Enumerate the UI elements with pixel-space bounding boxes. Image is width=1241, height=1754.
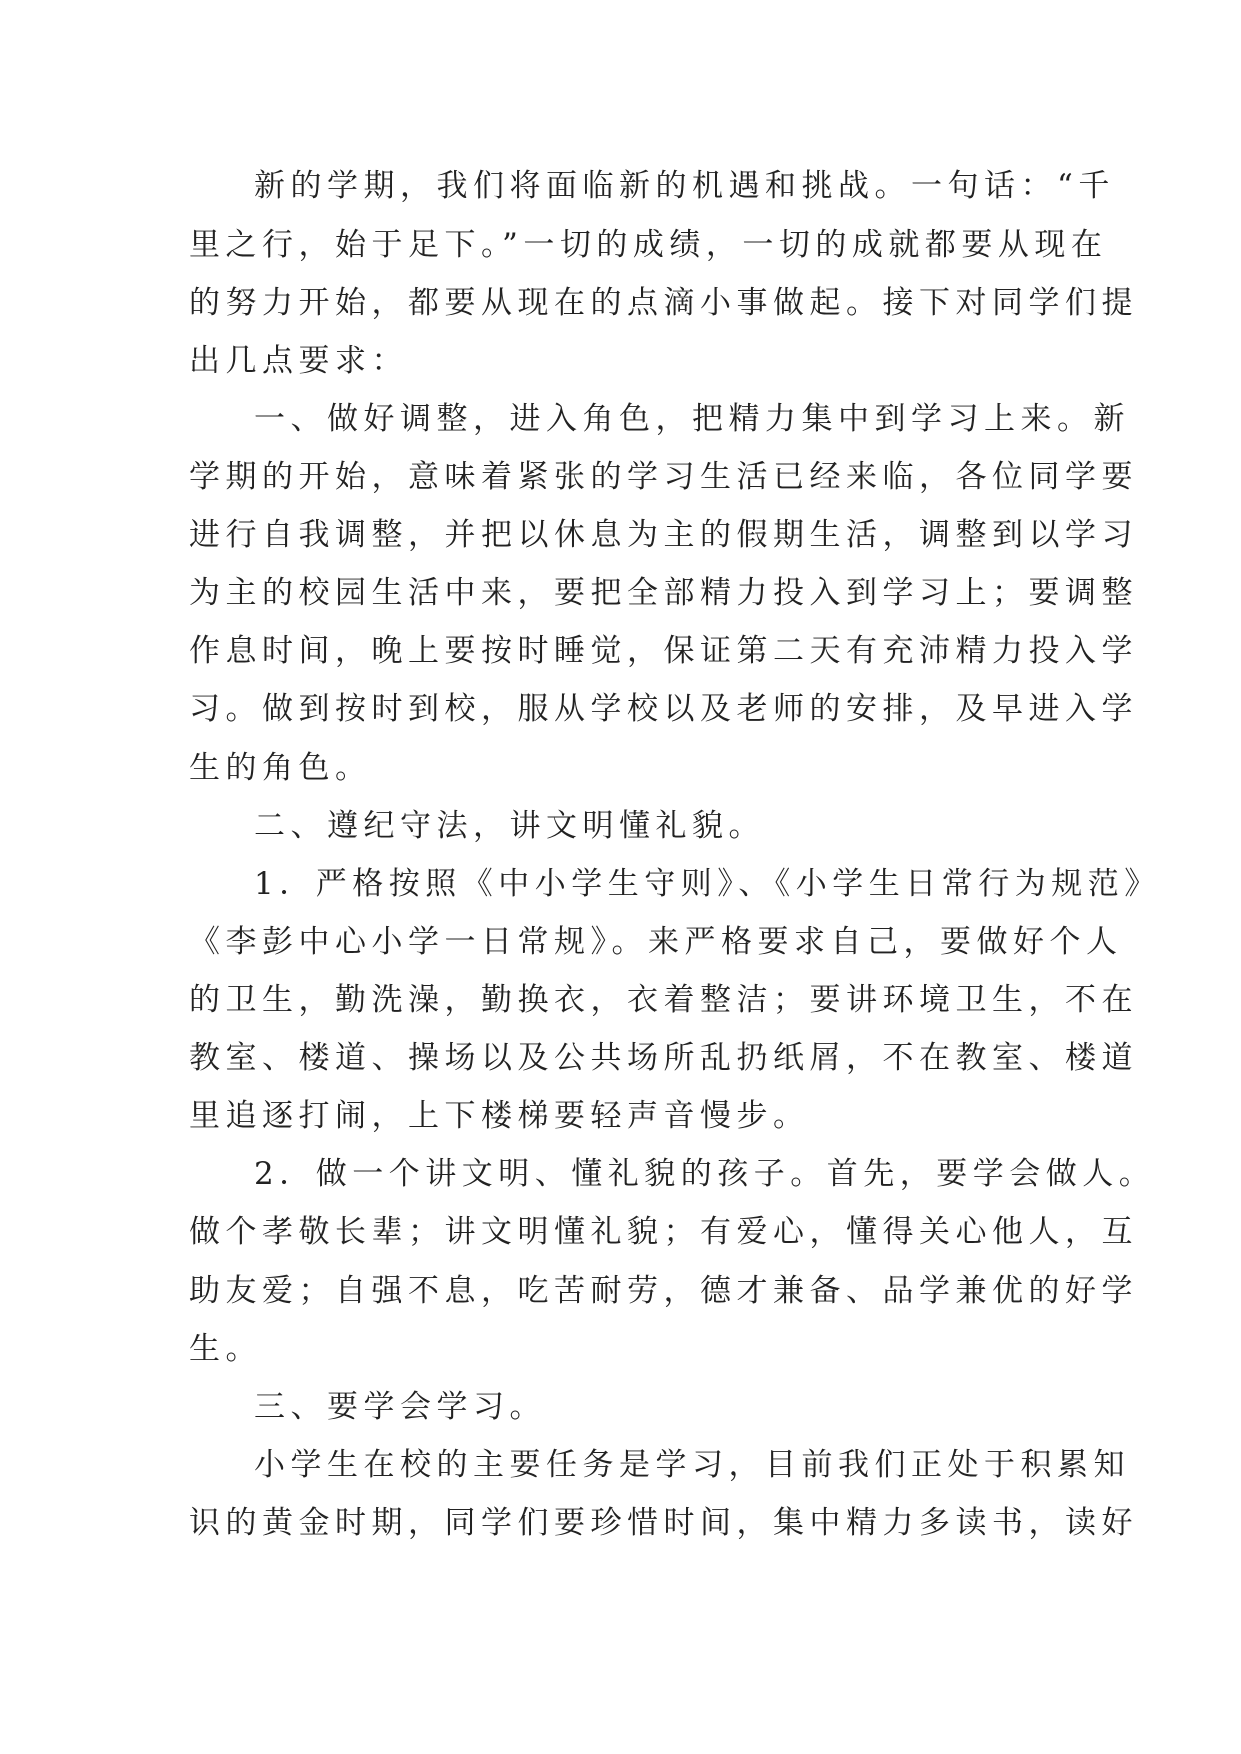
paragraph-line: 《李彭中心小学一日常规》。来严格要求自己，要做好个人: [189, 924, 1123, 960]
paragraph-line: 助友爱；自强不息，吃苦耐劳，德才兼备、品学兼优的好学: [189, 1273, 1138, 1309]
paragraph-line: 作息时间，晚上要按时睡觉，保证第二天有充沛精力投入学: [189, 633, 1138, 669]
paragraph-line: 生的角色。: [189, 750, 372, 786]
paragraph-line: 识的黄金时期，同学们要珍惜时间，集中精力多读书，读好: [189, 1505, 1138, 1541]
paragraph-line: 做个孝敬长辈；讲文明懂礼貌；有爱心，懂得关心他人，互: [189, 1214, 1138, 1250]
paragraph-line: 小学生在校的主要任务是学习，目前我们正处于积累知: [254, 1447, 1130, 1483]
paragraph-line: 教室、楼道、操场以及公共场所乱扔纸屑，不在教室、楼道: [189, 1040, 1138, 1076]
paragraph-line: 的努力开始，都要从现在的点滴小事做起。接下对同学们提: [189, 285, 1138, 321]
paragraph-line: 进行自我调整，并把以休息为主的假期生活，调整到以学习: [189, 517, 1138, 553]
paragraph-line: 为主的校园生活中来，要把全部精力投入到学习上；要调整: [189, 575, 1138, 611]
list-item-line: 1．严格按照《中小学生守则》、《小学生日常行为规范》: [254, 866, 1161, 902]
paragraph-line: 新的学期，我们将面临新的机遇和挑战。一句话：“千: [254, 168, 1115, 204]
paragraph-line: 出几点要求：: [189, 343, 408, 379]
paragraph-line: 学期的开始，意味着紧张的学习生活已经来临，各位同学要: [189, 459, 1138, 495]
paragraph-line: 生。: [189, 1331, 262, 1367]
paragraph-line: 习。做到按时到校，服从学校以及老师的安排，及早进入学: [189, 691, 1138, 727]
list-item-line: 2．做一个讲文明、懂礼貌的孩子。首先，要学会做人。: [254, 1156, 1156, 1192]
paragraph-line: 里追逐打闹，上下楼梯要轻声音慢步。: [189, 1098, 810, 1134]
paragraph-line: 的卫生，勤洗澡，勤换衣，衣着整洁；要讲环境卫生，不在: [189, 982, 1138, 1018]
section-heading-line: 二、遵纪守法，讲文明懂礼貌。: [254, 808, 765, 844]
section-heading-line: 三、要学会学习。: [254, 1389, 546, 1425]
paragraph-line: 里之行，始于足下。”一切的成绩，一切的成就都要从现在: [189, 227, 1108, 263]
section-heading-line: 一、做好调整，进入角色，把精力集中到学习上来。新: [254, 401, 1130, 437]
